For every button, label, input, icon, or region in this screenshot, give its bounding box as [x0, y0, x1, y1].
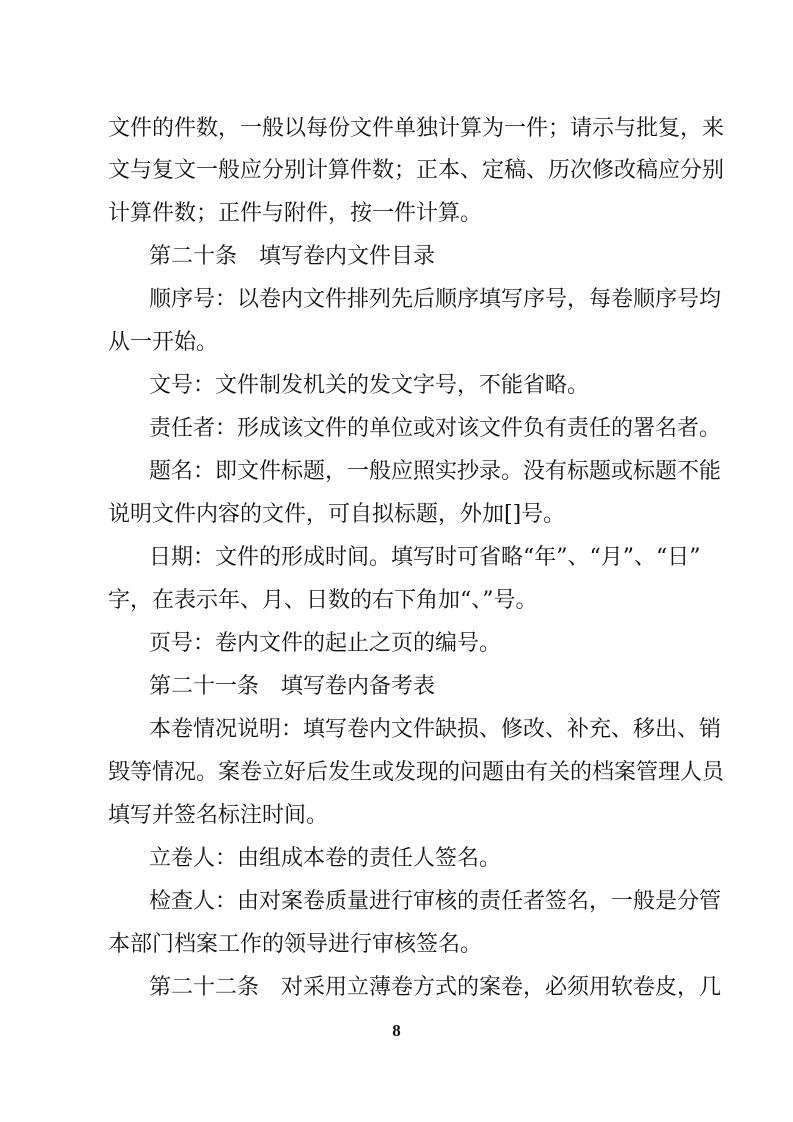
section-heading: 第二十一条 填写卷内备考表 — [149, 674, 436, 699]
text-line: 日期：文件的形成时间。填写时可省略“年”、“月”、“日” — [149, 545, 701, 570]
text-line: 立卷人：由组成本卷的责任人签名。 — [149, 846, 502, 871]
text-line: 页号：卷内文件的起止之页的编号。 — [149, 631, 502, 656]
text-line: 题名：即文件标题，一般应照实抄录。没有标题或标题不能 — [149, 459, 722, 484]
text-line: 本卷情况说明：填写卷内文件缺损、修改、补充、移出、销 — [149, 717, 722, 742]
text-line: 从一开始。 — [108, 330, 219, 355]
text-line: 计算件数；正件与附件，按一件计算。 — [108, 201, 483, 226]
section-heading: 第二十条 填写卷内文件目录 — [149, 244, 436, 269]
text-line: 毁等情况。案卷立好后发生或发现的问题由有关的档案管理人员 — [108, 760, 725, 785]
text-line: 文与复文一般应分别计算件数；正本、定稿、历次修改稿应分别 — [108, 158, 725, 183]
text-line: 文件的件数，一般以每份文件单独计算为一件；请示与批复，来 — [108, 116, 725, 141]
text-line: 文号：文件制发机关的发文字号，不能省略。 — [149, 373, 590, 398]
text-line: 顺序号：以卷内文件排列先后顺序填写序号，每卷顺序号均 — [149, 287, 722, 312]
text-line: 填写并签名标注时间。 — [108, 803, 329, 828]
text-line: 字，在表示年、月、日数的右下角加“、”号。 — [108, 588, 538, 613]
text-line: 责任者：形成该文件的单位或对该文件负有责任的署名者。 — [149, 416, 722, 441]
text-line: 说明文件内容的文件，可自拟标题，外加[]号。 — [108, 502, 566, 527]
page-number: 8 — [392, 1021, 401, 1040]
text-line: 检查人：由对案卷质量进行审核的责任者签名，一般是分管 — [149, 889, 722, 914]
text-line: 本部门档案工作的领导进行审核签名。 — [108, 932, 483, 957]
section-heading: 第二十二条 对采用立薄卷方式的案卷，必须用软卷皮，几 — [149, 975, 722, 1000]
